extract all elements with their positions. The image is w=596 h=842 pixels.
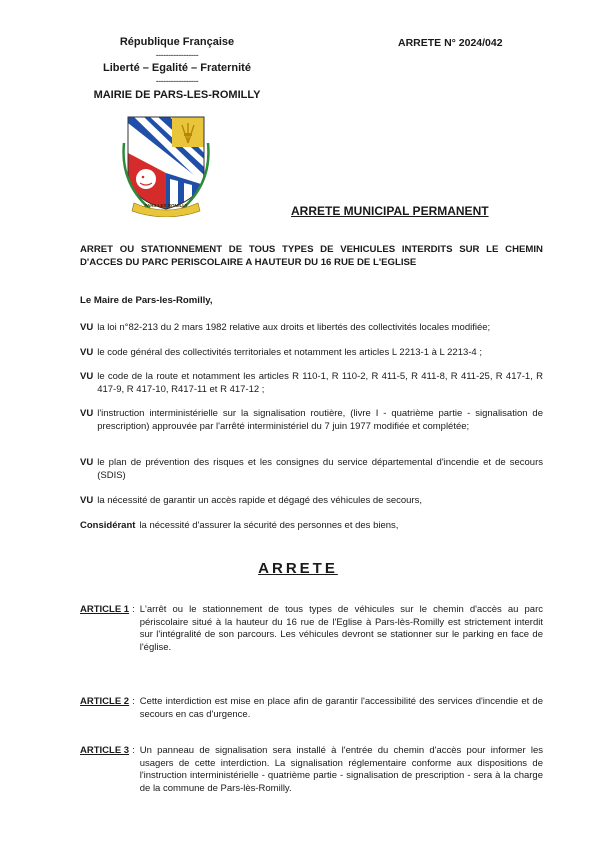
header-divider: -----------------	[155, 76, 199, 86]
arrete-number: ARRETE N° 2024/042	[398, 37, 503, 49]
article-text: Cette interdiction est mise en place afin de garantir l'accessibilité des services d'incendie et de secours en cas d'urgence.	[139, 696, 543, 720]
vu-label: VU	[80, 347, 94, 358]
considerant-label: Considérant	[80, 520, 136, 531]
vu-text: le plan de prévention des risques et les consignes du service départemental d'incendie et de secours (SDIS)	[97, 457, 543, 481]
article-label: ARTICLE 2	[80, 696, 130, 707]
article-3: ARTICLE 3 : Un panneau de signalisation sera installé à l'entrée du chemin d'accès pour informer les usagers de cette interdiction. La signalisation réglementaire conforme aux dispositions de l'instruction interministérielle - quatrième partie - signalisation de prescription - sera à la charge de la commune de Pars-lès-Romilly.	[80, 745, 543, 794]
vu-label: VU	[80, 457, 94, 468]
header-divider: -----------------	[155, 50, 199, 60]
vu-label: VU	[80, 322, 94, 333]
vu-text: la loi n°82-213 du 2 mars 1982 relative aux droits et libertés des collectivités locales modifiée;	[97, 322, 491, 333]
article-label: ARTICLE 1	[80, 604, 130, 615]
vu-paragraph	[80, 347, 543, 360]
arrete-heading: ARRETE	[258, 560, 338, 577]
page-title: ARRETE MUNICIPAL PERMANENT	[291, 204, 489, 218]
vu-label: VU	[80, 371, 94, 382]
vu-paragraph	[80, 371, 543, 396]
article-2: ARTICLE 2 : Cette interdiction est mise en place afin de garantir l'accessibilité des services d'incendie et de secours en cas d'urgence.	[80, 696, 543, 720]
article-label: ARTICLE 3	[80, 745, 130, 756]
vu-label: VU	[80, 408, 94, 419]
article-text: L'arrêt ou le stationnement de tous types de véhicules sur le chemin d'accès au parc périscolaire situé à la hauteur du 16 rue de l'Eglise à Pars-lès-Romilly est strictement interdit sur l'intégralité de son parcours. Les véhicules devront se stationner sur le parking en face de l'église.	[139, 604, 543, 653]
vu-text: le code de la route et notamment les articles R 110-1, R 110-2, R 411-5, R 411-8, R 411-25, R 417-1, R 417-9, R 417-10, R417-11 et R 417-12 ;	[97, 371, 543, 395]
article-text: Un panneau de signalisation sera installé à l'entrée du chemin d'accès pour informer les usagers de cette interdiction. La signalisation réglementaire conforme aux dispositions de l'instruction interministérielle - quatrième partie - signalisation de prescription - sera à la charge de la commune de Pars-lès-Romilly.	[139, 745, 543, 794]
republic-heading: République Française	[119, 36, 235, 48]
article-1: ARTICLE 1 : L'arrêt ou le stationnement de tous types de véhicules sur le chemin d'accès au parc périscolaire situé à la hauteur du 16 rue de l'Eglise à Pars-lès-Romilly est strictement interdit sur l'intégralité de son parcours. Les véhicules devront se stationner sur le parking en face de l'église.	[80, 604, 543, 653]
vu-paragraph	[80, 322, 543, 335]
motto: Liberté – Egalité – Fraternité	[103, 62, 251, 74]
vu-paragraph	[80, 457, 543, 482]
vu-label: VU	[80, 495, 94, 506]
vu-paragraph	[80, 408, 543, 433]
vu-text: la nécessité de garantir un accès rapide et dégagé des véhicules de secours,	[97, 495, 422, 506]
considerant-text: la nécessité d'assurer la sécurité des personnes et des biens,	[139, 520, 399, 531]
mayor-line: Le Maire de Pars-les-Romilly,	[80, 295, 213, 306]
considerant-paragraph	[80, 520, 543, 533]
vu-text: le code général des collectivités territoriales et notamment les articles L 2213-1 à L 2213-4 ;	[97, 347, 482, 358]
subject-heading: ARRET OU STATIONNEMENT DE TOUS TYPES DE VEHICULES INTERDITS SUR LE CHEMIN D'ACCES DU PARC PERISCOLAIRE A HAUTEUR DU 16 RUE DE L'EGLISE	[80, 244, 543, 268]
coat-of-arms-icon	[120, 113, 212, 217]
vu-paragraph	[80, 495, 543, 508]
crest-banner-text: PARS LES ROMILLY	[144, 203, 188, 208]
vu-text: l'instruction interministérielle sur la signalisation routière, (livre I - quatrième partie - signalisation de prescription) approuvée par l'arrêté interministériel du 7 juin 1977 modifiée et complétée;	[97, 408, 543, 432]
mairie-name: MAIRIE DE PARS-LES-ROMILLY	[93, 89, 261, 101]
